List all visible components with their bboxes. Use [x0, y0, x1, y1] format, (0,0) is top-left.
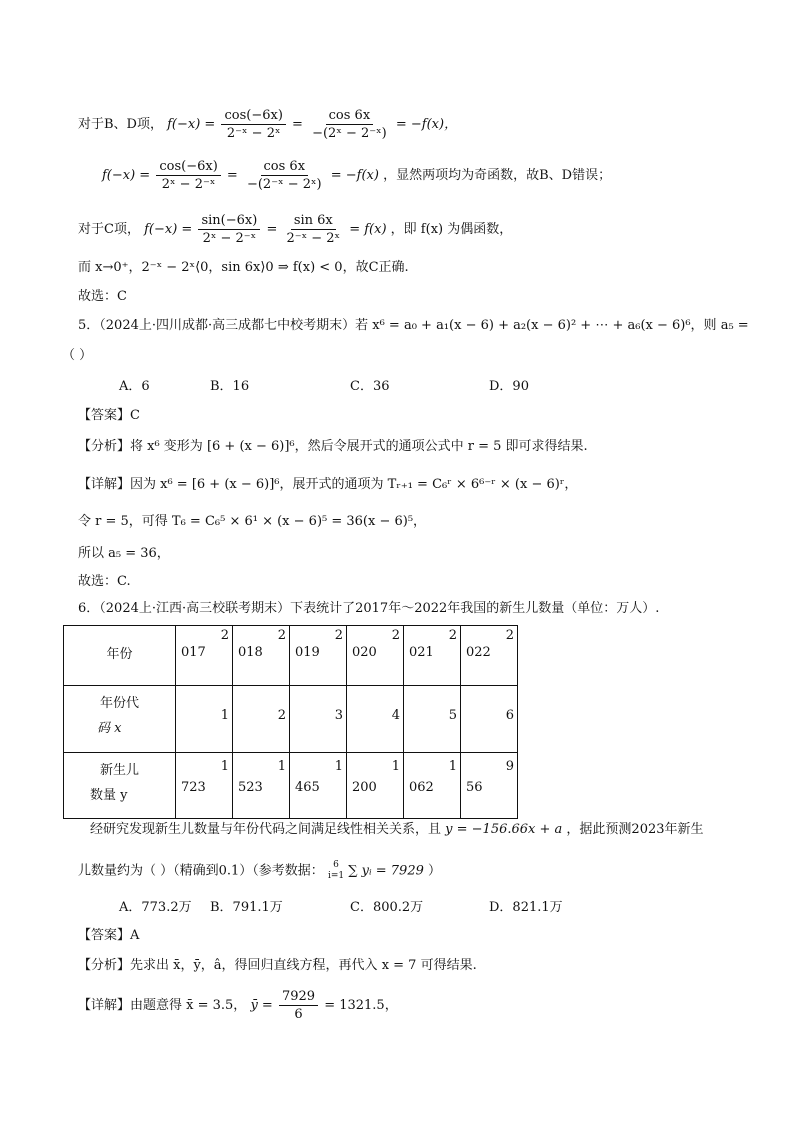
table-cell: 1 723 [176, 753, 233, 819]
odd-frac-2: $\frac{\cos 6x}{\text{−(2⁻ˣ − 2ˣ)}}$ [246, 159, 322, 192]
q6-detail: 【详解】由题意得 x̄ = 3.5， ȳ = $\frac{7929}{6}$ = 1321.5， [78, 989, 398, 1022]
table-row-code [64, 686, 518, 753]
table-cell: 2 020 [347, 626, 404, 686]
q5-answer: 【答案】C [78, 408, 140, 423]
table-cell: 1 465 [290, 753, 347, 819]
table-cell: 2 [233, 686, 290, 753]
q5-option-b: B．16 [210, 379, 250, 394]
table-cell: 9 56 [461, 753, 518, 819]
q5-step-2: 所以 a₅ = 36， [78, 546, 170, 561]
table-cell: 1 062 [404, 753, 461, 819]
q6-option-c: C．800.2万 [350, 900, 424, 915]
c-frac-1: $\frac{\sin(-6x)}{\text{2ˣ − 2⁻ˣ}}$ [198, 212, 260, 247]
table-cell: 6 [461, 686, 518, 753]
odd-frac-1: $\frac{\cos(-6x)}{\text{2ˣ − 2⁻ˣ}}$ [156, 158, 220, 193]
q6-text-2: 儿数量约为（ ）（精确到0.1）（参考数据： 6 i=1 ∑ yᵢ = 7929 ） [78, 860, 442, 881]
q5-stem: 5．（2024上·四川成都·高三成都七中校考期末）若 x⁶ = a₀ + a₁(x − 6) + a₂(x − 6)² + ⋯ + a₆(x − 6)⁶，则 a₅ = [78, 318, 749, 333]
table-cell: 4 [347, 686, 404, 753]
q6-analysis: 【分析】先求出 x̄，ȳ，â，得回归直线方程，再代入 x = 7 可得结果. [78, 958, 477, 973]
table-cell: 1 200 [347, 753, 404, 819]
q5-detail: 【详解】因为 x⁶ = [6 + (x − 6)]⁶，展开式的通项为 Tᵣ₊₁ = C₆ʳ × 6⁶⁻ʳ × (x − 6)ʳ， [78, 477, 578, 492]
q6-answer: 【答案】A [78, 928, 140, 943]
choice-line: 故选：C [78, 289, 127, 304]
q6-stem: 6．（2024上·江西·高三校联考期末）下表统计了2017年～2022年我国的新生儿数量（单位：万人）. [78, 601, 660, 616]
c-frac-2: $\frac{\sin 6x}{\text{2⁻ˣ − 2ˣ}}$ [286, 213, 341, 246]
bd-frac-2: $\frac{\cos 6x}{\text{−(2ˣ − 2⁻ˣ)}}$ [312, 108, 387, 141]
table-row-births [64, 753, 518, 819]
table-head-code: 年份代 码 x [64, 686, 176, 753]
sum-limits: 6 i=1 [327, 860, 345, 881]
q5-option-d: D．90 [489, 379, 529, 394]
bd-label: 对于B、D项， [78, 117, 163, 132]
table-cell: 2 021 [404, 626, 461, 686]
q5-step-1: 令 r = 5，可得 T₆ = C₆⁵ × 6¹ × (x − 6)⁵ = 36(x − 6)⁵， [78, 514, 427, 529]
birth-data-table [63, 625, 518, 819]
q5-option-a: A．6 [119, 379, 150, 394]
q6-option-a: A．773.2万 [119, 900, 192, 915]
q5-option-c: C．36 [350, 379, 390, 394]
table-cell: 1 523 [233, 753, 290, 819]
solution-line-odd: f(−x) = $\frac{\cos(-6x)}{\text{2ˣ − 2⁻ˣ}}$ = $\frac{\cos 6x}{\text{−(2⁻ˣ − 2ˣ)}}$ = −f(x) ，显然两项均为奇函数，故B、D错误； [102, 159, 612, 192]
mean-fraction: $\frac{7929}{6}$ [279, 988, 318, 1023]
bd-frac-1: $\frac{\cos(-6x)}{\text{2⁻ˣ − 2ˣ}}$ [221, 107, 285, 142]
bd-lhs: f(−x) = [167, 117, 216, 132]
table-cell: 2 022 [461, 626, 518, 686]
q6-option-d: D．821.1万 [489, 900, 563, 915]
table-cell: 3 [290, 686, 347, 753]
q5-paren: （ ） [62, 348, 93, 363]
solution-line-limit: 而 x→0⁺，2⁻ˣ − 2ˣ⟨0，sin 6x⟩0 ⇒ f(x) < 0，故C正确. [78, 260, 409, 275]
q5-analysis: 【分析】将 x⁶ 变形为 [6 + (x − 6)]⁶，然后令展开式的通项公式中 r = 5 即可求得结果. [78, 439, 588, 454]
table-row-year [64, 626, 518, 686]
table-cell: 2 017 [176, 626, 233, 686]
q6-option-b: B．791.1万 [210, 900, 283, 915]
q6-text-1: 经研究发现新生儿数量与年份代码之间满足线性相关关系，且 y = −156.66x + a ，据此预测2023年新生 [90, 822, 704, 837]
table-cell: 2 018 [233, 626, 290, 686]
table-head-year: 年份 [64, 626, 176, 686]
table-cell: 1 [176, 686, 233, 753]
q5-step-3: 故选：C. [78, 574, 131, 589]
solution-line-c: 对于C项， f(−x) = $\frac{\sin(-6x)}{\text{2ˣ − 2⁻ˣ}}$ = $\frac{\sin 6x}{\text{2⁻ˣ − 2ˣ}}$ = f(x) ，即 f(x) 为偶函数， [78, 213, 513, 246]
table-head-births: 新生儿 数量 y [64, 753, 176, 819]
solution-line-bd: 对于B、D项， f(−x) = $\frac{\cos(-6x)}{\text{2⁻ˣ − 2ˣ}}$ = $\frac{\cos 6x}{\text{−(2ˣ − 2⁻ˣ)}}$ = −f(x)， [78, 108, 458, 141]
table-cell: 2 019 [290, 626, 347, 686]
regression-equation: y = −156.66x + a [445, 822, 563, 837]
table-cell: 5 [404, 686, 461, 753]
